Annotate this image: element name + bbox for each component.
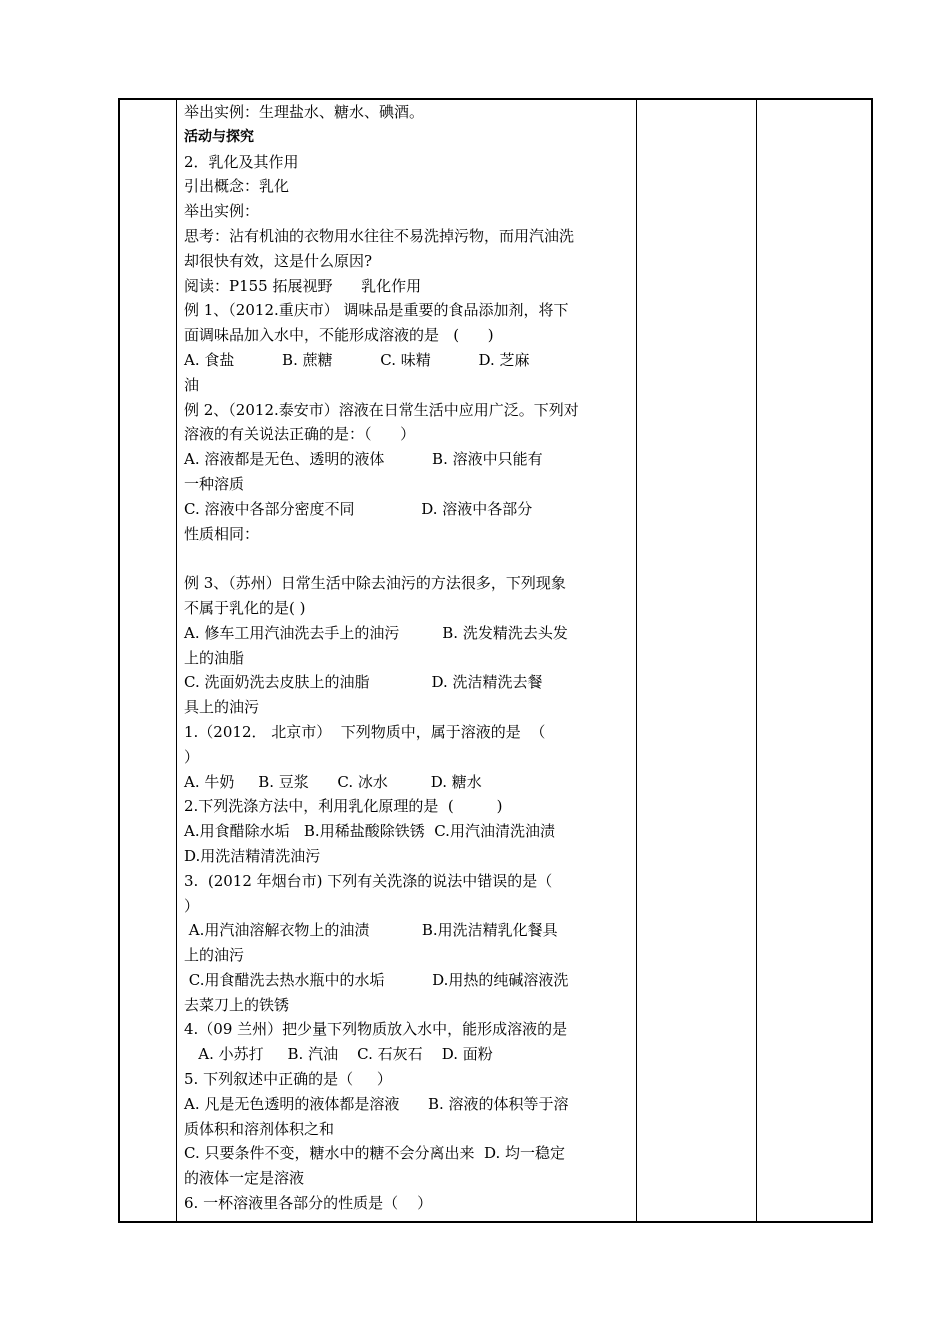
text-line: 去菜刀上的铁锈 (184, 995, 290, 1014)
text-line: C.用食醋洗去热水瓶中的水垢 D.用热的纯碱溶液洗 (184, 970, 569, 989)
text-line: ） (184, 747, 200, 766)
text-line: ） (184, 896, 200, 915)
lesson-content (184, 100, 632, 1216)
column-divider-2 (636, 100, 637, 1221)
text-line: A.用汽油溶解衣物上的油渍 B.用洗洁精乳化餐具 (184, 921, 558, 940)
section-heading: 活动与探究 (184, 128, 254, 145)
text-line: 举出实例： (184, 202, 260, 221)
text-line: 2．乳化及其作用 (184, 152, 299, 171)
text-line: A. 溶液都是无色、透明的液体 B. 溶液中只能有 (184, 450, 543, 469)
text-line: 例 3、（苏州）日常生活中除去油污的方法很多，下列现象 (184, 574, 566, 593)
text-line: 举出实例：生理盐水、糖水、碘酒。 (184, 103, 425, 121)
text-line: 引出概念：乳化 (184, 177, 290, 196)
text-line: A. 食盐 B. 蔗糖 C. 味精 D. 芝麻 (184, 350, 530, 369)
blank-line (184, 546, 632, 571)
text-line: 油 (184, 375, 200, 394)
text-line: 上的油污 (184, 946, 245, 965)
text-line: 5. 下列叙述中正确的是（ ） (184, 1070, 392, 1089)
text-line: C. 只要条件不变，糖水中的糖不会分离出来 D. 均一稳定 (184, 1144, 566, 1163)
column-divider-3 (756, 100, 757, 1221)
text-line: A. 小苏打 B. 汽油 C. 石灰石 D. 面粉 (184, 1045, 493, 1064)
text-line: A. 修车工用汽油洗去手上的油污 B. 洗发精洗去头发 (184, 623, 568, 642)
text-line: 4.（09 兰州）把少量下列物质放入水中，能形成溶液的是 (184, 1020, 568, 1039)
text-line: A.用食醋除水垢 B.用稀盐酸除铁锈 C.用汽油清洗油渍 (184, 822, 555, 841)
text-line: 的液体一定是溶液 (184, 1169, 305, 1188)
text-line: 不属于乳化的是( ) (184, 598, 306, 617)
text-line: 例 2、（2012.泰安市）溶液在日常生活中应用广泛。下列对 (184, 400, 579, 419)
text-line: 例 1、（2012.重庆市） 调味品是重要的食品添加剂，将下 (184, 301, 569, 320)
text-line: D.用洗洁精清洗油污 (184, 846, 321, 865)
text-line: 3. (2012 年烟台市) 下列有关洗涤的说法中错误的是（ (184, 871, 553, 890)
text-line: C. 洗面奶洗去皮肤上的油脂 D. 洗洁精洗去餐 (184, 673, 543, 692)
text-line: A. 牛奶 B. 豆浆 C. 冰水 D. 糖水 (184, 772, 482, 791)
text-line: 性质相同： (184, 524, 260, 543)
text-line: 却很快有效，这是什么原因? (184, 251, 373, 270)
text-line: 上的油脂 (184, 648, 245, 667)
text-line: A. 凡是无色透明的液体都是溶液 B. 溶液的体积等于溶 (184, 1094, 569, 1113)
text-line: 面调味品加入水中，不能形成溶液的是 ( ) (184, 326, 494, 345)
text-line: C. 溶液中各部分密度不同 D. 溶液中各部分 (184, 499, 533, 518)
text-line: 1.（2012． 北京市） 下列物质中，属于溶液的是 （ (184, 722, 546, 741)
text-line: 溶液的有关说法正确的是：（ ） (184, 425, 416, 444)
text-line: 阅读：P155 拓展视野 乳化作用 (184, 276, 422, 295)
text-line: 一种溶质 (184, 474, 245, 493)
text-line: 思考：沾有机油的衣物用水往往不易洗掉污物，而用汽油洗 (184, 226, 575, 245)
text-line: 质体积和溶剂体积之和 (184, 1119, 335, 1138)
text-line: 2.下列洗涤方法中，利用乳化原理的是 ( ) (184, 797, 503, 816)
column-divider-1 (176, 100, 177, 1221)
text-line: 6. 一杯溶液里各部分的性质是（ ） (184, 1194, 433, 1213)
text-line: 具上的油污 (184, 698, 260, 717)
